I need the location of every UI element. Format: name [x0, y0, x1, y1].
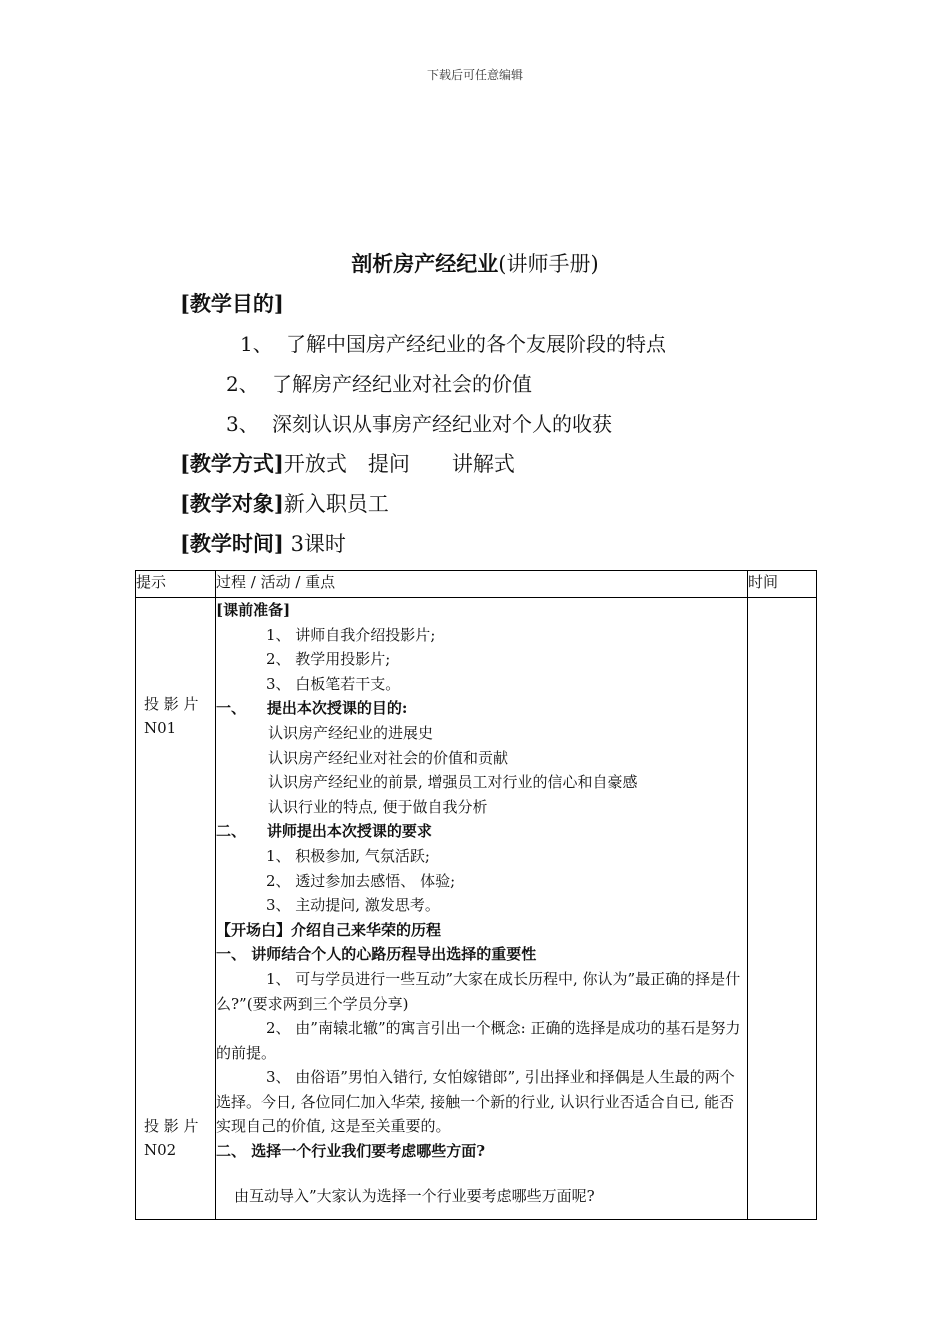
list-item: 认识行业的特点, 便于做自我分析	[268, 797, 488, 816]
opening-title: 【开场白】介绍自己来华荣的历程	[216, 920, 442, 939]
objective-item: 2、 了解房产经纪业对社会的价值	[226, 372, 532, 396]
title-main: 剖析房产经纪业	[351, 251, 499, 276]
header-time: 时间	[748, 571, 817, 598]
objectives-label: [教学目的]	[180, 291, 284, 316]
method-line: [教学方式]开放式 提问 讲解式	[180, 451, 515, 476]
list-item: 2、 透过参加去感悟、 体验;	[266, 871, 456, 890]
requirements-title: 二、 讲师提出本次授课的要求	[216, 822, 432, 841]
audience-line: [教学对象]新入职员工	[180, 491, 389, 516]
paragraph: 由互动导入”大家认为选择一个行业要考虑哪些万面呢?	[234, 1186, 595, 1205]
purpose-title: 一、 提出本次授课的目的:	[216, 699, 408, 718]
list-item: 认识房产经纪业的进展史	[268, 723, 434, 742]
paragraph: 3、 由俗语”男怕入错行, 女怕嫁错郎”, 引出择业和择偶是人生最的两个选择。今日, 各位同仁加入华荣, 接触一个新的行业, 认识行业否适合自已, 能否实现自己的价值, 这是至关重要的。	[216, 1068, 735, 1136]
duration-line: [教学时间] 3课时	[180, 531, 346, 556]
table-header-row	[136, 571, 817, 598]
part2-title: 二、 选择一个行业我们要考虑哪些方面?	[216, 1142, 486, 1161]
list-item: 认识房产经纪业对社会的价值和贡献	[268, 748, 509, 767]
header-hint: 提示	[136, 571, 216, 598]
slide-hint-1: 投 影 片 N01	[144, 695, 199, 737]
content-cell	[216, 598, 748, 1220]
paragraph: 1、 可与学员进行一些互动”大家在成长历程中, 你认为”最正确的择是什么?”(要求两到三个学员分享)	[216, 969, 741, 1013]
list-item: 1、 积极参加, 气氛活跃;	[266, 846, 430, 865]
list-item: 2、 教学用投影片;	[266, 650, 391, 669]
paragraph: 2、 由”南辕北辙”的寓言引出一个概念: 正确的选择是成功的基石是努力的前提。	[216, 1019, 741, 1062]
list-item: 3、 主动提问, 激发思考。	[266, 896, 440, 915]
list-item: 认识房产经纪业的前景, 增强员工对行业的信心和自豪感	[268, 773, 638, 792]
objective-item: 3、 深刻认识从事房产经纪业对个人的收获	[226, 412, 612, 436]
table-row	[136, 598, 817, 1220]
list-item: 3、 白板笔若干支。	[266, 674, 401, 693]
objective-item: 1、 了解中国房产经纪业的各个友展阶段的特点	[240, 332, 666, 356]
hint-cell	[136, 598, 216, 1220]
lesson-table	[135, 570, 817, 1220]
prep-title: [课前准备]	[216, 601, 291, 619]
list-item: 1、 讲师自我介绍投影片;	[266, 625, 436, 644]
header-note: 下载后可任意编辑	[426, 68, 523, 82]
header-process: 过程 / 活动 / 重点	[216, 571, 748, 598]
time-cell	[748, 598, 817, 1220]
part1-title: 一、 讲师结合个人的心路历程导出选择的重要性	[216, 945, 537, 964]
page-title	[0, 248, 950, 278]
slide-hint-2: 投 影 片 N02	[144, 1117, 199, 1159]
title-sub: (讲师手册)	[498, 252, 599, 276]
